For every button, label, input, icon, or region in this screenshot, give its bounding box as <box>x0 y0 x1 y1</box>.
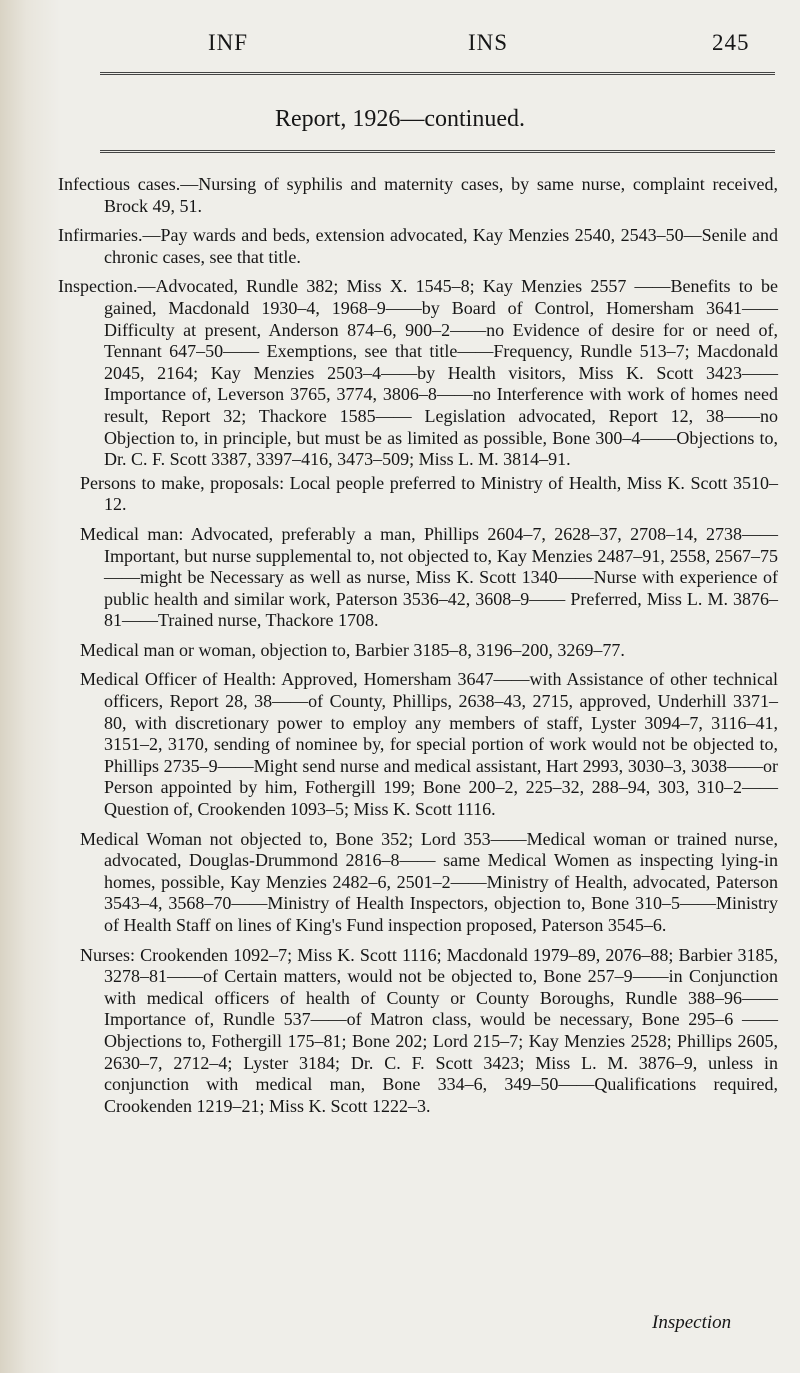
subentry-nurses: Nurses: Crookenden 1092–7; Miss K. Scott 1116; Macdonald 1979–89, 2076–88; Barbier 3185, 3278–81——of Certain matters, would not be objected to, Bone 257–9——in Conjunction with medical officers of health of County or County Boroughs, Rundle 388–96——Importance of, Rundle 537——of Matron class, would be necessary, Bone 295–6 ——Objections to, Fothergill 175–81; Bone 202; Lord 215–7; Kay Menzies 2528; Phillips 2605, 2630–7, 2712–4; Lyster 3184; Dr. C. F. Scott 3423; Miss L. M. 3876–9, unless in conjunction with medical man, Bone 334–6, 349–50——Qualifications required, Crookenden 1219–21; Miss K. Scott 1222–3. <box>80 944 778 1116</box>
page-number: 245 <box>712 30 750 55</box>
report-title: Report, 1926—continued. <box>275 106 525 132</box>
index-entry-infectious-cases: Infectious cases.—Nursing of syphilis and maternity cases, by same nurse, complaint received, Brock 49, 51. <box>58 174 778 216</box>
subentry-persons-to-make: Persons to make, proposals: Local people preferred to Ministry of Health, Miss K. Scott 3510–12. <box>80 472 778 515</box>
running-head-left: INF <box>208 30 249 55</box>
index-body <box>58 174 778 1125</box>
title-rule <box>100 150 775 153</box>
catchword: Inspection <box>652 1312 732 1333</box>
index-entry-infirmaries: Infirmaries.—Pay wards and beds, extension advocated, Kay Menzies 2540, 2543–50—Senile and chronic cases, see that title. <box>58 225 778 267</box>
subentry-medical-officer-of-health: Medical Officer of Health: Approved, Homersham 3647——with Assistance of other technical officers, Report 28, 38——of County, Phillips, 2638–43, 2715, approved, Underhill 3371–80, with discretionary power to employ any members of staff, Lyster 3094–7, 3116–41, 3151–2, 3170, sending of nominee by, for special portion of work would not be objected to, Phillips 2735–9——Might send nurse and medical assistant, Hart 2993, 3030–3, 3038——or Person appointed by him, Fothergill 199; Bone 200–2, 225–32, 288–94, 303, 310–2——Question of, Crookenden 1093–5; Miss K. Scott 1116. <box>80 669 778 820</box>
subentry-medical-man: Medical man: Advocated, preferably a man, Phillips 2604–7, 2628–37, 2708–14, 2738——Important, but nurse supplemental to, not objected to, Kay Menzies 2487–91, 2558, 2567–75——might be Necessary as well as nurse, Miss K. Scott 1340——Nurse with experience of public health and similar work, Paterson 3536–42, 3608–9—— Preferred, Miss L. M. 3876–81——Trained nurse, Thackore 1708. <box>80 523 778 631</box>
index-entry-inspection: Inspection.—Advocated, Rundle 382; Miss X. 1545–8; Kay Menzies 2557 ——Benefits to be gained, Macdonald 1930–4, 1968–9——by Board of Control, Homersham 3641——Difficulty at present, Anderson 874–6, 900–2——no Evidence of desire for or need of, Tennant 647–50—— Exemptions, see that title——Frequency, Rundle 513–7; Macdonald 2045, 2164; Kay Menzies 2503–4——by Health visitors, Miss K. Scott 3423——Importance of, Leverson 3765, 3774, 3806–8——no Interference with work of homes need result, Report 32; Thackore 1585—— Legislation advocated, Report 12, 38——no Objection to, in principle, but must be as limited as possible, Bone 300–4——Objections to, Dr. C. F. Scott 3387, 3397–416, 3473–509; Miss L. M. 3814–91. <box>58 276 778 470</box>
subentry-medical-woman: Medical Woman not objected to, Bone 352; Lord 353——Medical woman or trained nurse, advocated, Douglas-Drummond 2816–8—— same Medical Women as inspecting lying-in homes, possible, Kay Menzies 2482–6, 2501–2——Ministry of Health, advocated, Paterson 3543–4, 3568–70——Ministry of Health Inspectors, objection to, Bone 310–5——Ministry of Health Staff on lines of King's Fund inspection proposed, Paterson 3545–6. <box>80 828 778 935</box>
subentry-medical-man-or-woman: Medical man or woman, objection to, Barbier 3185–8, 3196–200, 3269–77. <box>80 639 625 660</box>
running-head-center: INS <box>468 30 509 55</box>
top-rule <box>100 72 775 75</box>
